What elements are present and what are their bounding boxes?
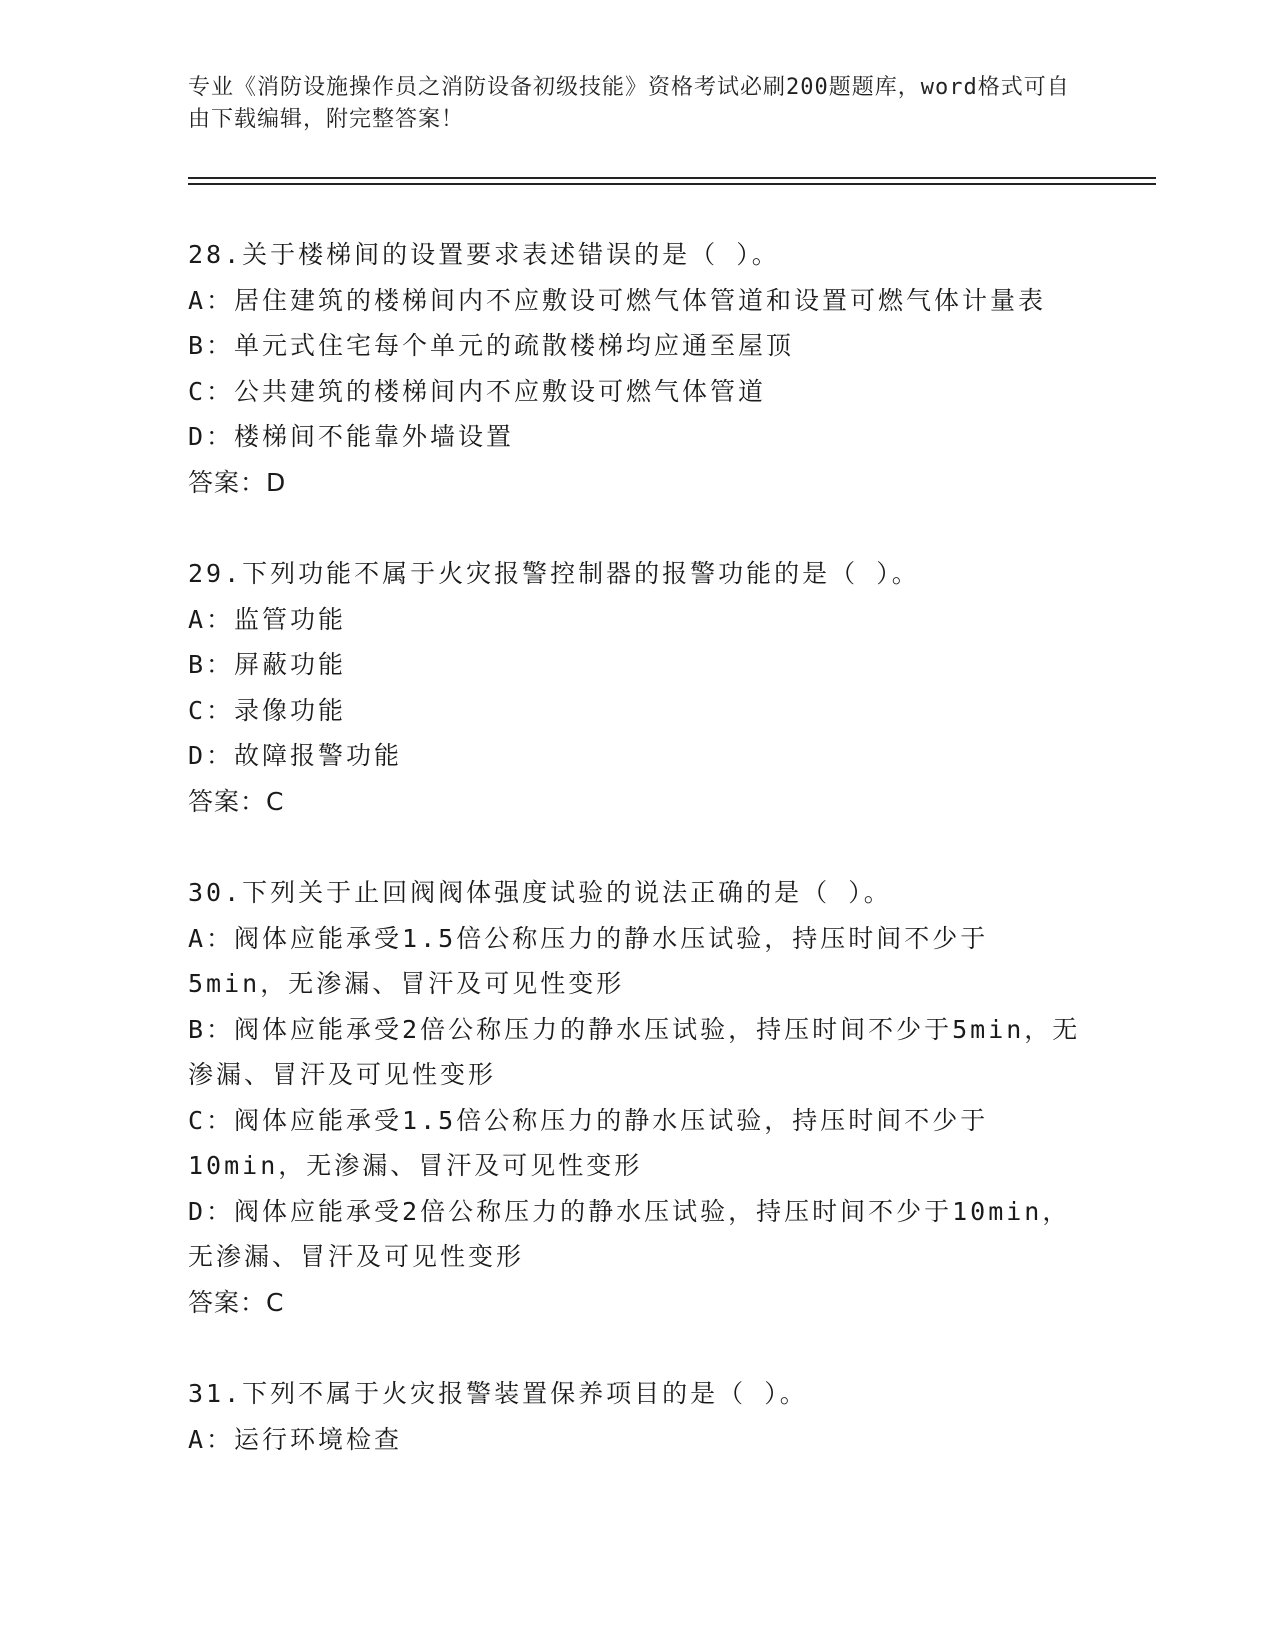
option-c: C：录像功能 [188, 695, 347, 725]
question-list [188, 232, 1088, 1508]
question-28 [188, 232, 1088, 505]
answer: 答案：D [188, 467, 287, 497]
answer: 答案：C [188, 1287, 285, 1317]
option-d: D：楼梯间不能靠外墙设置 [188, 422, 515, 451]
header-rule-top [188, 177, 1156, 179]
document-header: 专业《消防设施操作员之消防设备初级技能》资格考试必刷200题题库，word格式可自由下载编辑，附完整答案！ [188, 75, 1070, 132]
option-b: B：屏蔽功能 [188, 650, 347, 679]
option-b: B：单元式住宅每个单元的疏散楼梯均应通至屋顶 [188, 331, 795, 360]
header-rule-bottom [188, 183, 1156, 185]
question-stem: 31.下列不属于火灾报警装置保养项目的是（ ）。 [188, 1379, 808, 1408]
option-a: A：阀体应能承受1.5倍公称压力的静水压试验，持压时间不少于5min，无渗漏、冒汗及可见性变形 [188, 923, 989, 998]
question-30 [188, 870, 1088, 1325]
option-a: A：居住建筑的楼梯间内不应敷设可燃气体管道和设置可燃气体计量表 [188, 285, 1047, 315]
question-stem: 30.下列关于止回阀阀体强度试验的说法正确的是（ ）。 [188, 878, 892, 907]
question-stem: 28.关于楼梯间的设置要求表述错误的是（ ）。 [188, 240, 780, 269]
option-b: B：阀体应能承受2倍公称压力的静水压试验，持压时间不少于5min，无渗漏、冒汗及可见性变形 [188, 1014, 1081, 1089]
option-a: A：运行环境检查 [188, 1424, 403, 1454]
option-d: D：阀体应能承受2倍公称压力的静水压试验，持压时间不少于10min，无渗漏、冒汗及可见性变形 [188, 1196, 1071, 1271]
option-a: A：监管功能 [188, 604, 347, 634]
option-c: C：阀体应能承受1.5倍公称压力的静水压试验，持压时间不少于10min，无渗漏、冒汗及可见性变形 [188, 1105, 989, 1180]
question-31 [188, 1371, 1088, 1462]
answer: 答案：C [188, 786, 285, 816]
question-stem: 29.下列功能不属于火灾报警控制器的报警功能的是（ ）。 [188, 559, 920, 588]
option-d: D：故障报警功能 [188, 741, 403, 770]
question-29 [188, 551, 1088, 824]
option-c: C：公共建筑的楼梯间内不应敷设可燃气体管道 [188, 376, 767, 406]
